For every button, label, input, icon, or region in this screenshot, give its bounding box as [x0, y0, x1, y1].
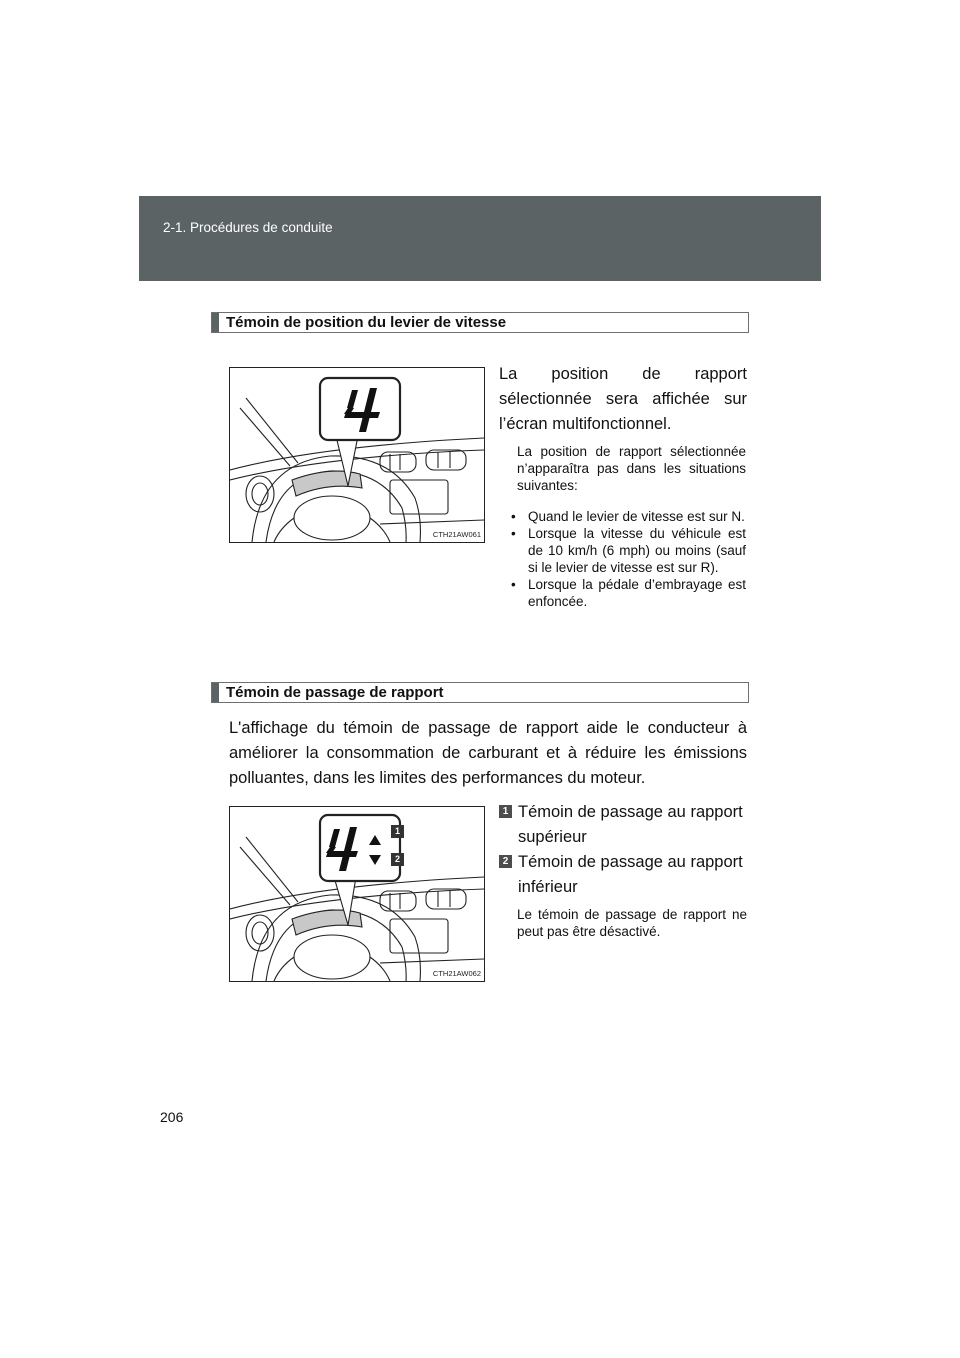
- dashboard-illustration-1: [230, 368, 484, 542]
- section-title-gear-position: Témoin de position du levier de vitesse: [211, 312, 749, 333]
- bullet-item: • Lorsque la vitesse du véhicule est de 10 km/h (6 mph) ou moins (sauf si le levier de vitesse est sur R).: [508, 525, 746, 576]
- callout-badge-2: 2: [499, 855, 512, 868]
- note-gear-position: La position de rapport sélectionnée n’apparaîtra pas dans les situations suivantes:: [517, 444, 746, 493]
- section-title-shift-indicator: Témoin de passage de rapport: [211, 682, 749, 703]
- callout-text-upshift: Témoin de passage au rapport supérieur: [518, 803, 743, 846]
- figure-gear-position-indicator: [229, 367, 485, 543]
- figure-code-2: CTH21AW062: [432, 969, 481, 978]
- figure-shift-indicator: [229, 806, 485, 982]
- callout-item-downshift: [499, 850, 747, 900]
- dashboard-illustration-2: [230, 807, 484, 981]
- figure-badge-2: 2: [394, 854, 400, 864]
- figure-code-1: CTH21AW061: [432, 530, 481, 539]
- figure-badge-1: 1: [394, 826, 400, 836]
- bullet-list-conditions: [508, 508, 746, 610]
- chapter-header-band: [139, 196, 821, 281]
- paragraph-shift-indicator-intro: L'affichage du témoin de passage de rapport aide le conducteur à améliorer la consommation de carburant et à réduire les émissions polluantes, dans les limites des performances du moteur.: [229, 719, 747, 787]
- bullet-item: • Lorsque la pédale d’embrayage est enfoncée.: [508, 576, 746, 610]
- note-shift-indicator: Le témoin de passage de rapport ne peut pas être désactivé.: [517, 907, 747, 939]
- callout-item-upshift: [499, 800, 747, 850]
- page-number: 206: [160, 1109, 184, 1125]
- chapter-section-label: 2-1. Procédures de conduite: [163, 220, 333, 235]
- callout-text-downshift: Témoin de passage au rapport inférieur: [518, 853, 743, 896]
- callout-badge-1: 1: [499, 805, 512, 818]
- bullet-item: • Quand le levier de vitesse est sur N.: [508, 508, 746, 525]
- paragraph-gear-position-intro: La position de rapport sélectionnée sera affichée sur l’écran multifonctionnel.: [499, 365, 747, 433]
